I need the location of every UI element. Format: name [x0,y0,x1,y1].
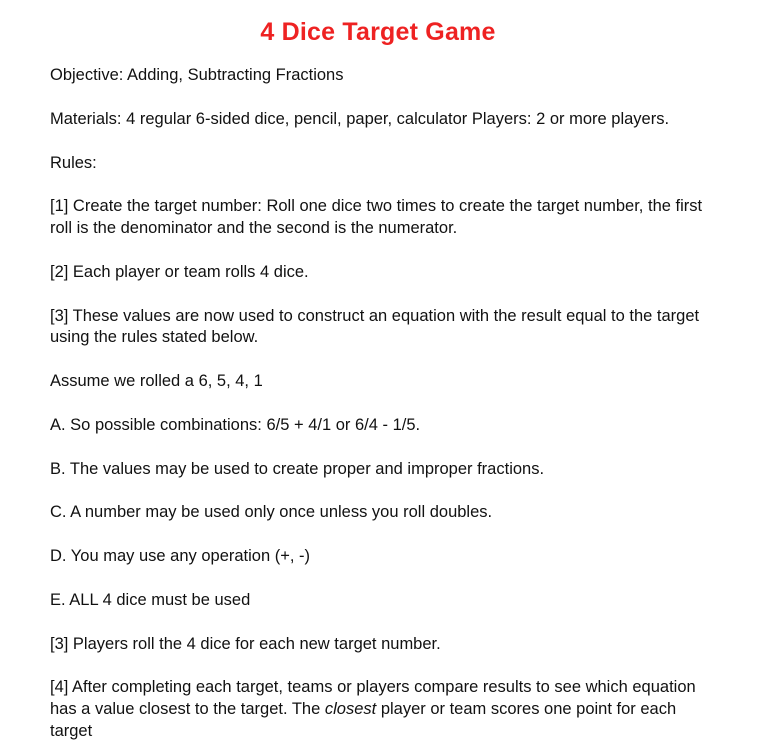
paragraph-assume: Assume we rolled a 6, 5, 4, 1 [50,372,263,391]
paragraph-rule-4-tail: player or team scores one point for each target [50,700,677,741]
paragraph-rule-3b: [3] Players roll the 4 dice for each new target number. [50,634,441,653]
paragraph-rules-heading: Rules: [50,153,97,172]
paragraph-rule-3: [3] These values are now used to construct an equation with the result equal to the target using the rules stated below. [50,306,700,347]
paragraph-item-c: C. A number may be used only once unless you roll doubles. [50,503,493,522]
page-title: 4 Dice Target Game [260,18,496,46]
paragraph-item-d: D. You may use any operation (+, -) [50,547,311,566]
paragraph-rule-4-emphasis: closest [324,700,377,719]
paragraph-item-b: B. The values may be used to create proper and improper fractions. [50,459,545,478]
paragraph-rule-1: [1] Create the target number: Roll one dice two times to create the target number, the first roll is the denominator and the second is the numerator. [50,197,703,238]
paragraph-materials: Materials: 4 regular 6-sided dice, pencil, paper, calculator Players: 2 or more players. [50,109,670,128]
paragraph-item-e: E. ALL 4 dice must be used [50,590,251,609]
paragraph-objective: Objective: Adding, Subtracting Fractions [50,66,344,84]
paragraph-rule-2: [2] Each player or team rolls 4 dice. [50,262,309,281]
paragraph-rule-4 [50,677,706,742]
paragraph-item-a: A. So possible combinations: 6/5 + 4/1 or 6/4 - 1/5. [50,415,421,434]
paragraph-rule-4-lead: [4] After completing each target, teams or players compare results to see which equation has a value closest to the target. The [50,678,696,719]
